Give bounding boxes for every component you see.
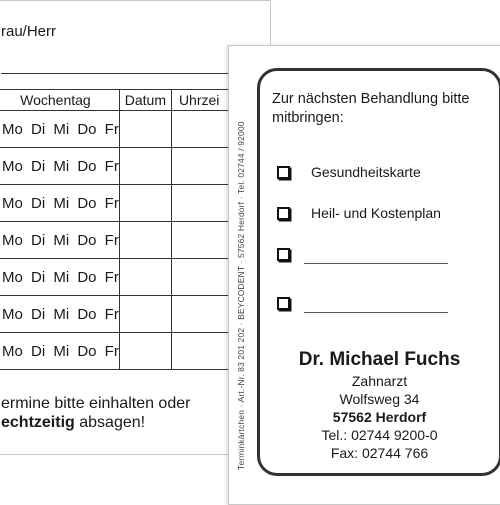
doctor-fax: Fax: 02744 766	[330, 445, 429, 461]
note-line-2: absagen!	[74, 414, 146, 431]
date-cell	[119, 296, 171, 333]
dentist-address-block	[257, 348, 500, 462]
weekday-cell: Mo Di Mi Do Fr	[0, 148, 119, 185]
weekday-cell: Mo Di Mi Do Fr	[0, 111, 119, 148]
doctor-name: Dr. Michael Fuchs	[298, 349, 461, 370]
date-cell	[119, 222, 171, 259]
weekday-cell: Mo Di Mi Do Fr	[0, 296, 119, 333]
header-weekday: Wochentag	[0, 90, 119, 111]
card-imprint-text: Terminkärtchen · Art.-Nr. 83 201 202 · BEYCODENT · 57562 Herdorf · Tel. 02744 / 92000	[236, 121, 246, 470]
header-time: Uhrzei	[171, 90, 271, 111]
doctor-city: 57562 Herdorf	[332, 409, 427, 425]
doctor-title: Zahnarzt	[351, 373, 408, 389]
bring-along-heading: Zur nächsten Behandlung bitte mitbringen:	[272, 91, 470, 126]
note-bold-word: echtzeitig	[1, 414, 75, 431]
weekday-cell: Mo Di Mi Do Fr	[0, 222, 119, 259]
doctor-street: Wolfsweg 34	[339, 391, 420, 407]
date-cell	[119, 111, 171, 148]
doctor-phone: Tel.: 02744 9200-0	[321, 427, 438, 443]
checkbox-icon	[277, 297, 290, 310]
weekday-cell: Mo Di Mi Do Fr	[0, 333, 119, 370]
date-cell	[119, 148, 171, 185]
checklist-label: Heil- und Kostenplan	[311, 205, 441, 221]
checkbox-icon	[277, 207, 290, 220]
write-in-line	[304, 263, 448, 264]
header-date: Datum	[119, 90, 171, 111]
date-cell	[119, 185, 171, 222]
note-line-1: ermine bitte einhalten oder	[1, 395, 191, 412]
date-cell	[119, 259, 171, 296]
weekday-cell: Mo Di Mi Do Fr	[0, 185, 119, 222]
salutation-label: rau/Herr	[1, 23, 57, 40]
cancellation-note	[1, 394, 261, 432]
date-cell	[119, 333, 171, 370]
weekday-cell: Mo Di Mi Do Fr	[0, 259, 119, 296]
checkbox-icon	[277, 166, 290, 179]
write-in-line	[304, 312, 448, 313]
checkbox-icon	[277, 248, 290, 261]
checklist-label: Gesundheitskarte	[311, 164, 421, 180]
